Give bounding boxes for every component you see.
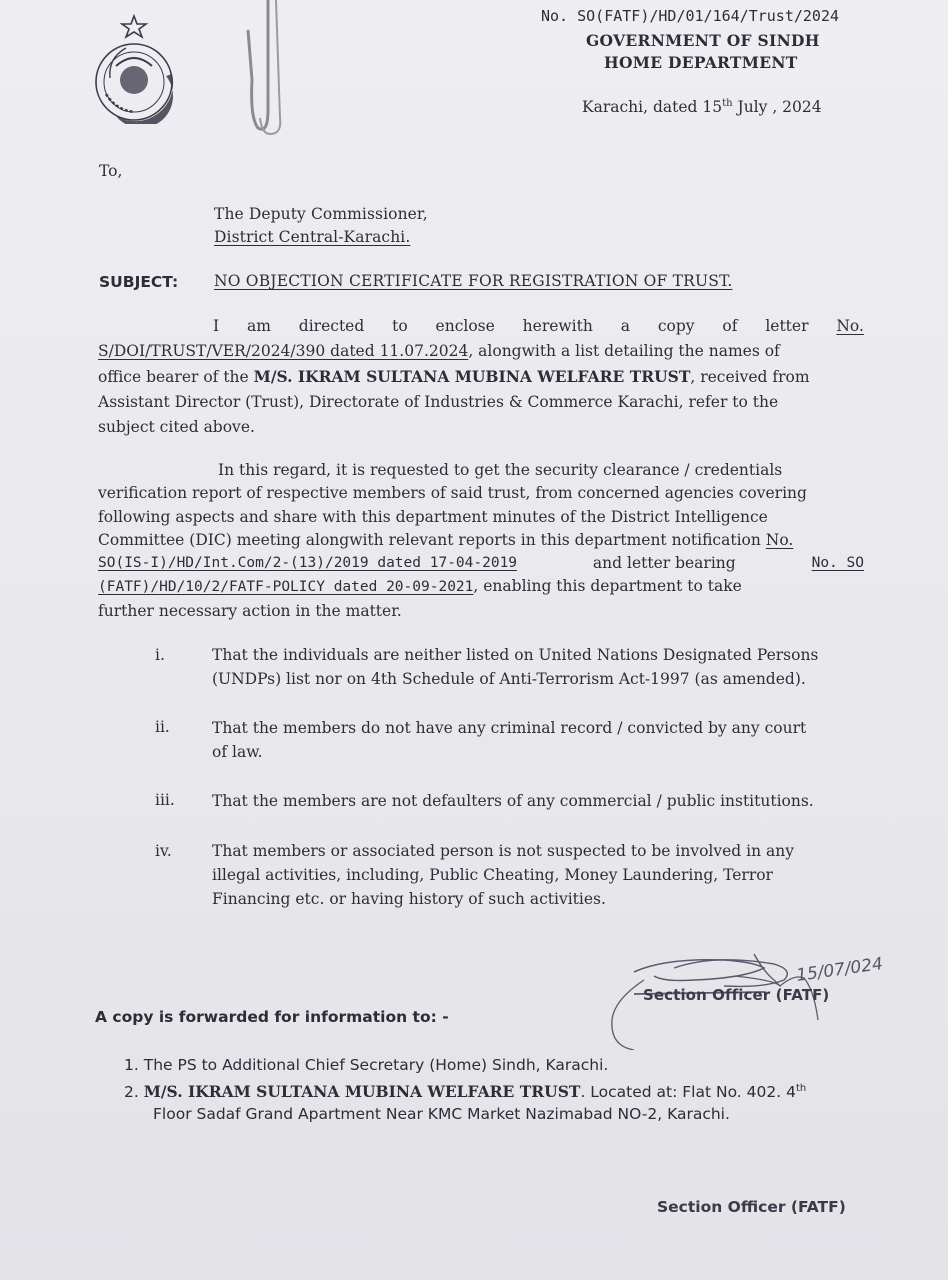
aspect-number: iv. [155, 842, 172, 860]
paragraph-2-line-1: In this regard, it is requested to get the security clearance / credentials [218, 461, 783, 479]
sindh-government-emblem-icon [86, 14, 186, 124]
subject-label: SUBJECT: [99, 273, 179, 291]
reference-number: No. SO(FATF)/HD/01/164/Trust/2024 [541, 7, 840, 25]
signature-title: Section Officer (FATF) [643, 986, 830, 1004]
forwarded-item-1: 1. The PS to Additional Chief Secretary (Home) Sindh, Karachi. [124, 1056, 609, 1074]
aspect-item: That the members are not defaulters of any commercial / public institutions. [212, 792, 814, 810]
place-and-date: Karachi, dated 15th July , 2024 [582, 98, 822, 117]
paragraph-2-line-2: verification report of respective members of said trust, from concerned agencies covering [98, 484, 807, 503]
forwarded-item-2: 2. M/S. IKRAM SULTANA MUBINA WELFARE TRUST. Located at: Flat No. 402. 4th Floor Sadaf Grand Apartment Near KMC Market Nazimabad NO-2, Karachi. [124, 1082, 807, 1124]
paragraph-1-line-1: I am directed to enclose herewith a copy of letter No. [213, 317, 864, 335]
paragraph-2-line-5: SO(IS-I)/HD/Int.Com/2-(13)/2019 dated 17-04-2019 and letter bearing No. SO [98, 554, 864, 573]
aspect-item: That members or associated person is not suspected to be involved in any illegal activities, including, Public Cheating, Money Laundering, Terror Financing etc. or having history of such activities. [212, 842, 794, 908]
paragraph-1-line-3: office bearer of the M/S. IKRAM SULTANA MUBINA WELFARE TRUST, received from [98, 367, 810, 386]
aspect-number: ii. [155, 718, 170, 736]
aspect-number: iii. [155, 791, 175, 809]
aspect-item: That the members do not have any criminal record / convicted by any court of law. [212, 719, 807, 761]
handwritten-date: 15/07/024 [795, 954, 885, 986]
subject-text: NO OBJECTION CERTIFICATE FOR REGISTRATION OF TRUST. [214, 272, 733, 290]
addressee-line-1: The Deputy Commissioner, [214, 205, 428, 223]
paper-clip-icon [240, 0, 292, 140]
paragraph-1-line-4: Assistant Director (Trust), Directorate of Industries & Commerce Karachi, refer to the [98, 393, 779, 411]
footer-signatory: Section Officer (FATF) [657, 1198, 846, 1216]
paragraph-2-line-7: further necessary action in the matter. [98, 601, 402, 620]
aspect-item: That the individuals are neither listed on United Nations Designated Persons (UNDPs) list nor on 4th Schedule of Anti-Terrorism Act-1997 (as amended). [212, 646, 819, 688]
salutation-to: To, [99, 162, 123, 180]
paragraph-2-line-4: Committee (DIC) meeting alongwith relevant reports in this department notification No. [98, 530, 794, 549]
paragraph-1-line-5: subject cited above. [98, 418, 255, 436]
paragraph-2-line-3: following aspects and share with this department minutes of the District Intelligence [98, 507, 768, 526]
department-name: HOME DEPARTMENT [604, 53, 798, 72]
government-name: GOVERNMENT OF SINDH [586, 31, 820, 50]
paragraph-1 [98, 314, 864, 440]
paragraph-2 [98, 459, 864, 623]
addressee-line-2: District Central-Karachi. [214, 228, 411, 246]
forwarded-heading: A copy is forwarded for information to: - [95, 1008, 449, 1026]
paragraph-1-line-2: S/DOI/TRUST/VER/2024/390 dated 11.07.2024, alongwith a list detailing the names of [98, 342, 780, 360]
aspect-number: i. [155, 646, 165, 664]
paragraph-2-line-6: (FATF)/HD/10/2/FATF-POLICY dated 20-09-2021, enabling this department to take [98, 577, 742, 596]
